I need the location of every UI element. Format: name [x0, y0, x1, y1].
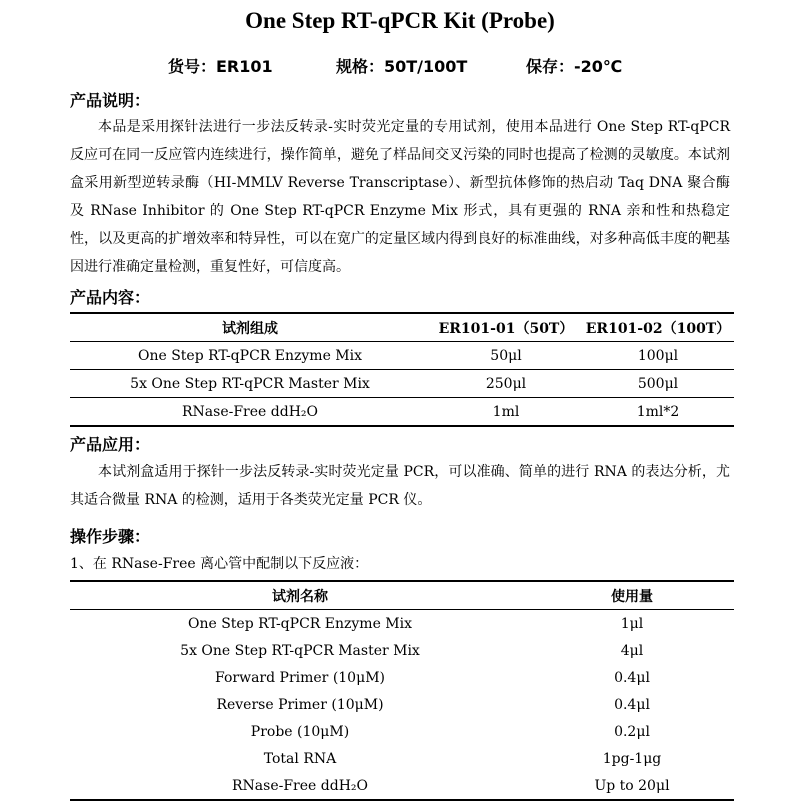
contents-col-50t: ER101-01（50T） — [430, 313, 582, 342]
description-text: 本品是采用探针法进行一步法反转录-实时荧光定量的专用试剂，使用本品进行 One Step RT-qPCR 反应可在同一反应管内连续进行，操作简单，避免了样品间交叉污染的同时也提高了检测的灵敏度。本试剂盒采用新型逆转录酶（HI-MMLV Reverse Transcriptase）、新型抗体修饰的热启动 Taq DNA 聚合酶及 RNase Inhibitor 的 One Step RT-qPCR Enzyme Mix 形式，具有更强的 RNA 亲和性和热稳定性，以及更高的扩增效率和特异性，可以在宽广的定量区域内得到良好的标准曲线，对多种高低丰度的靶基因进行准确定量检测，重复性好，可信度高。 — [70, 119, 730, 275]
cell: RNase-Free ddH₂O — [232, 777, 368, 794]
cell: 50μl — [430, 342, 582, 370]
description-heading: 产品说明： — [70, 91, 151, 110]
cell: Forward Primer (10μM) — [215, 669, 385, 686]
specification: 规格：50T/100T — [336, 57, 468, 76]
table-row — [70, 772, 734, 800]
storage-condition: 保存：-20℃ — [526, 57, 623, 76]
product-meta — [168, 54, 728, 78]
table-row — [70, 610, 734, 638]
cell: 1pg-1μg — [602, 750, 662, 767]
cell: 5x One Step RT-qPCR Master Mix — [180, 642, 420, 659]
catalog-number: 货号：ER101 — [168, 57, 273, 76]
contents-col-100t: ER101-02（100T） — [582, 313, 734, 342]
contents-heading: 产品内容： — [70, 288, 151, 307]
cell: Probe (10μM) — [250, 723, 350, 740]
table-row — [70, 637, 734, 664]
cell: Reverse Primer (10μM) — [216, 696, 384, 713]
table-row — [70, 370, 734, 398]
cell: Up to 20μl — [594, 777, 670, 794]
reaction-col-amount: 使用量 — [530, 581, 734, 610]
table-row — [70, 745, 734, 772]
cell: 500μl — [582, 370, 734, 398]
reaction-table-header — [70, 581, 734, 610]
reaction-table — [70, 580, 734, 801]
application-heading: 产品应用： — [70, 435, 151, 454]
reaction-col-reagent: 试剂名称 — [70, 581, 530, 610]
contents-table-header — [70, 313, 734, 342]
cell: 5x One Step RT-qPCR Master Mix — [70, 370, 430, 398]
procedure-heading: 操作步骤： — [70, 527, 151, 546]
contents-col-reagent: 试剂组成 — [70, 313, 430, 342]
table-row — [70, 664, 734, 691]
contents-table — [70, 312, 734, 427]
cell: 100μl — [582, 342, 734, 370]
cell: 4μl — [620, 642, 644, 659]
cell: 0.4μl — [614, 669, 650, 686]
cell: 1ml — [492, 403, 520, 420]
cell: Total RNA — [263, 750, 337, 767]
cell: 1μl — [620, 615, 644, 632]
procedure-step-1: 1、在 RNase-Free 离心管中配制以下反应液： — [70, 556, 369, 572]
table-row — [70, 342, 734, 370]
cell: 0.2μl — [614, 723, 650, 740]
document-title: One Step RT-qPCR Kit (Probe) — [245, 8, 555, 33]
cell: 0.4μl — [614, 696, 650, 713]
table-row — [70, 718, 734, 745]
cell: 250μl — [430, 370, 582, 398]
cell: 1ml*2 — [636, 403, 680, 420]
table-row — [70, 398, 734, 427]
table-row — [70, 691, 734, 718]
cell: One Step RT-qPCR Enzyme Mix — [70, 342, 430, 370]
application-text: 本试剂盒适用于探针一步法反转录-实时荧光定量 PCR，可以准确、简单的进行 RNA 的表达分析，尤其适合微量 RNA 的检测，适用于各类荧光定量 PCR 仪。 — [70, 464, 730, 508]
cell: RNase-Free ddH₂O — [182, 403, 318, 420]
cell: One Step RT-qPCR Enzyme Mix — [187, 615, 413, 632]
